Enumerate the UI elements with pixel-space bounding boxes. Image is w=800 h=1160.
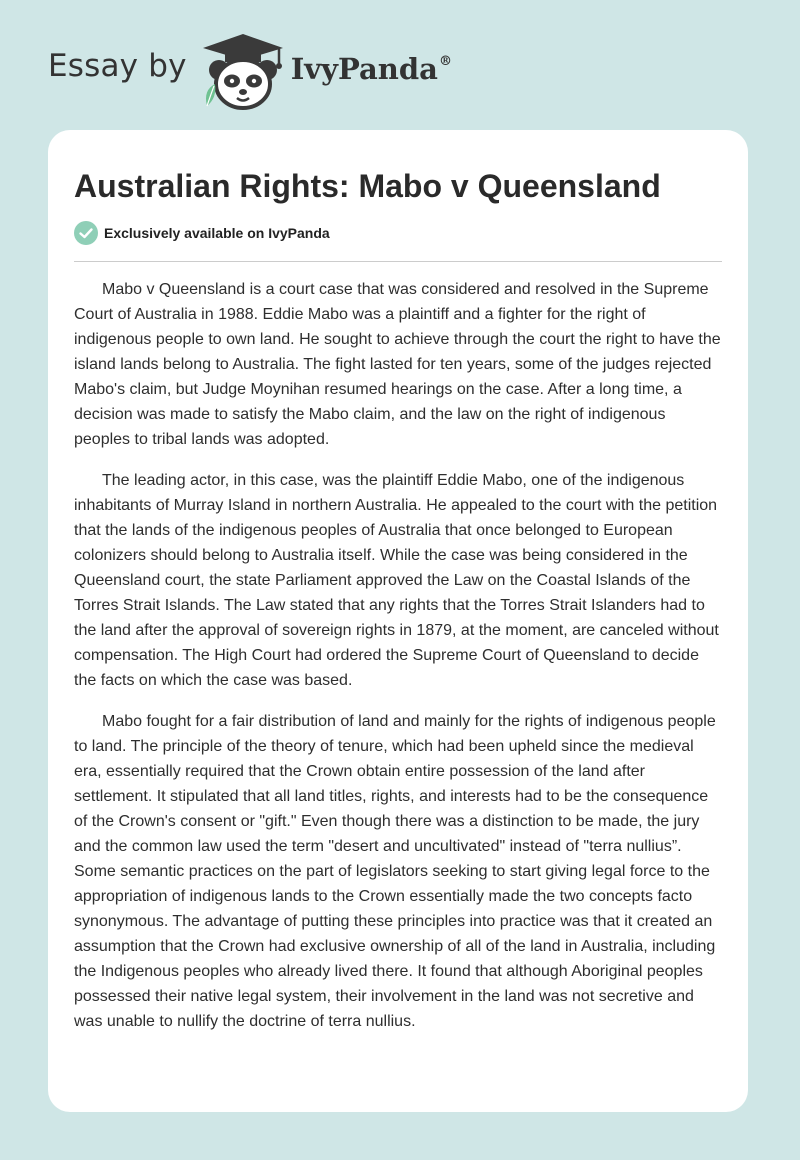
brand-header[interactable]	[48, 28, 452, 112]
divider	[74, 261, 722, 262]
brand-name: IvyPanda®	[290, 52, 452, 86]
paragraph-2: The leading actor, in this case, was the plaintiff Eddie Mabo, one of the indigenous inhabitants of Murray Island in northern Australia. He appealed to the court with the petition that the lands of the indigenous peoples of Australia that once belonged to European colonizers should belong to Australia itself. While the case was being considered in the Queensland court, the state Parliament approved the Law on the Coastal Islands of the Torres Strait Islands. The Law stated that any rights that the Torres Strait Islanders had to the land after the approval of sovereign rights in 1879, at the moment, are canceled without compensation. The High Court had ordered the Supreme Court of Queensland to decide the facts on which the case was based.	[74, 472, 719, 689]
exclusive-badge-text: Exclusively available on IvyPanda	[104, 225, 330, 241]
paragraph-3: Mabo fought for a fair distribution of land and mainly for the rights of indigenous people to land. The principle of the theory of tenure, which had been upheld since the medieval era, essentially required that the Crown obtain entire possession of the land after settlement. It stipulated that all land titles, rights, and interests had to be the consequence of the Crown's consent or "gift." Even though there was a distinction to be made, the jury and the common law used the term "desert and uncultivated" instead of "terra nullius”. Some semantic practices on the part of legislators seeking to start giving legal force to the appropriation of indigenous lands to the Crown essentially made the two concepts facto synonymous. The advantage of putting these principles into practice was that it created an assumption that the Crown had exclusive ownership of all of the land in Australia, including the Indigenous peoples who already lived there. It found that although Aboriginal peoples possessed their native legal system, their involvement in the land was not secretive and was unable to nullify the doctrine of terra nullius.	[74, 713, 716, 1030]
paragraph-1: Mabo v Queensland is a court case that was considered and resolved in the Supreme Court of Australia in 1988. Eddie Mabo was a plaintiff and a fighter for the right of indigenous people to own land. He sought to achieve through the court the right to have the island lands belong to Australia. The fight lasted for ten years, some of the judges rejected Mabo's claim, but Judge Moynihan resumed hearings on the case. After a long time, a decision was made to satisfy the Mabo claim, and the law on the right of indigenous peoples to tribal lands was adopted.	[74, 281, 721, 448]
panda-graduate-icon	[197, 28, 289, 112]
page-title: Australian Rights: Mabo v Queensland	[74, 168, 661, 204]
essay-card	[48, 130, 748, 1112]
exclusive-badge	[74, 220, 722, 246]
essay-body	[74, 277, 722, 1034]
trademark-symbol: ®	[438, 54, 452, 69]
check-circle-icon	[74, 221, 98, 245]
brand-prefix: Essay by	[48, 48, 187, 84]
